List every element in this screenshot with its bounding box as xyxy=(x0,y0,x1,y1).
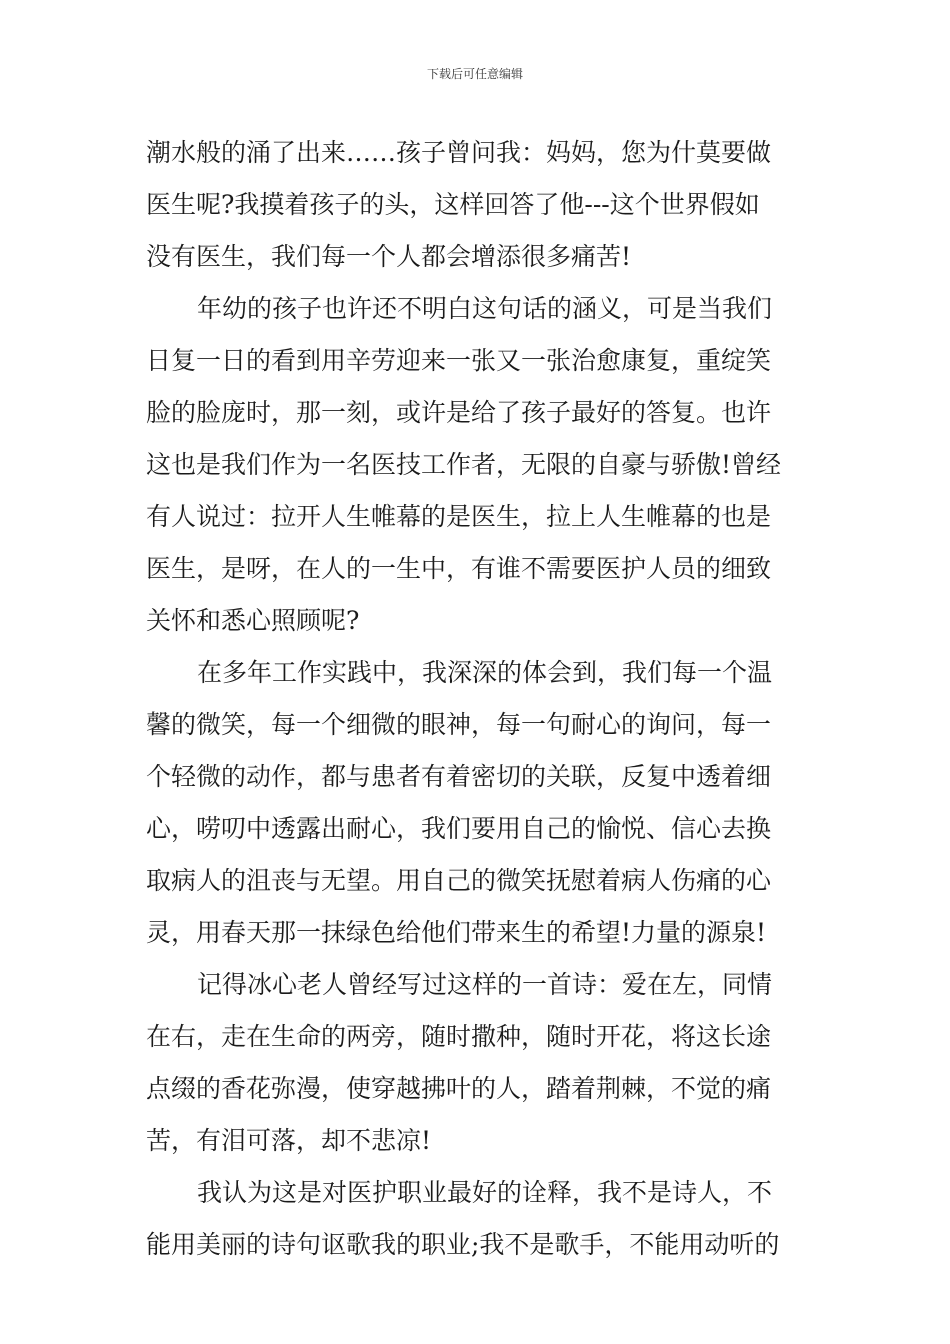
text-line: 灵，用春天那一抹绿色给他们带来生的希望!力量的源泉! xyxy=(146,918,767,947)
text-line: 苦，有泪可落，却不悲凉! xyxy=(146,1126,432,1155)
text-line: 馨的微笑，每一个细微的眼神，每一句耐心的询问，每一 xyxy=(146,710,772,739)
page-header: 下载后可任意编辑 xyxy=(426,67,523,81)
text-line: 医生，是呀，在人的一生中，有谁不需要医护人员的细致 xyxy=(146,554,772,583)
text-line: 在右，走在生命的两旁，随时撒种，随时开花，将这长途 xyxy=(146,1022,772,1051)
paragraph-first-line: 我认为这是对医护职业最好的诠释，我不是诗人，不 xyxy=(197,1178,773,1207)
text-line: 取病人的沮丧与无望。用自己的微笑抚慰着病人伤痛的心 xyxy=(146,866,772,895)
text-line: 没有医生，我们每一个人都会增添很多痛苦! xyxy=(146,242,632,271)
text-line: 医生呢?我摸着孩子的头，这样回答了他---这个世界假如 xyxy=(146,190,760,219)
text-line: 心，唠叨中透露出耐心，我们要用自己的愉悦、信心去换 xyxy=(146,814,772,843)
text-line: 有人说过：拉开人生帷幕的是医生，拉上人生帷幕的也是 xyxy=(146,502,772,531)
text-line: 脸的脸庞时，那一刻，或许是给了孩子最好的答复。也许 xyxy=(146,398,772,427)
document-body xyxy=(146,127,806,1271)
paragraph-first-line: 在多年工作实践中，我深深的体会到，我们每一个温 xyxy=(197,658,773,687)
text-line: 日复一日的看到用辛劳迎来一张又一张治愈康复，重绽笑 xyxy=(146,346,772,375)
text-line: 关怀和悉心照顾呢? xyxy=(146,606,360,635)
paragraph-first-line: 年幼的孩子也许还不明白这句话的涵义，可是当我们 xyxy=(197,294,773,323)
text-line: 这也是我们作为一名医技工作者，无限的自豪与骄傲!曾经 xyxy=(146,450,782,479)
text-line: 能用美丽的诗句讴歌我的职业;我不是歌手，不能用动听的 xyxy=(146,1230,780,1259)
text-line: 点缀的香花弥漫，使穿越拂叶的人，踏着荆棘，不觉的痛 xyxy=(146,1074,772,1103)
paragraph-first-line: 记得冰心老人曾经写过这样的一首诗：爱在左，同情 xyxy=(197,970,773,999)
text-line: 个轻微的动作，都与患者有着密切的关联，反复中透着细 xyxy=(146,762,772,791)
text-line: 潮水般的涌了出来……孩子曾问我：妈妈，您为什莫要做 xyxy=(146,138,772,167)
